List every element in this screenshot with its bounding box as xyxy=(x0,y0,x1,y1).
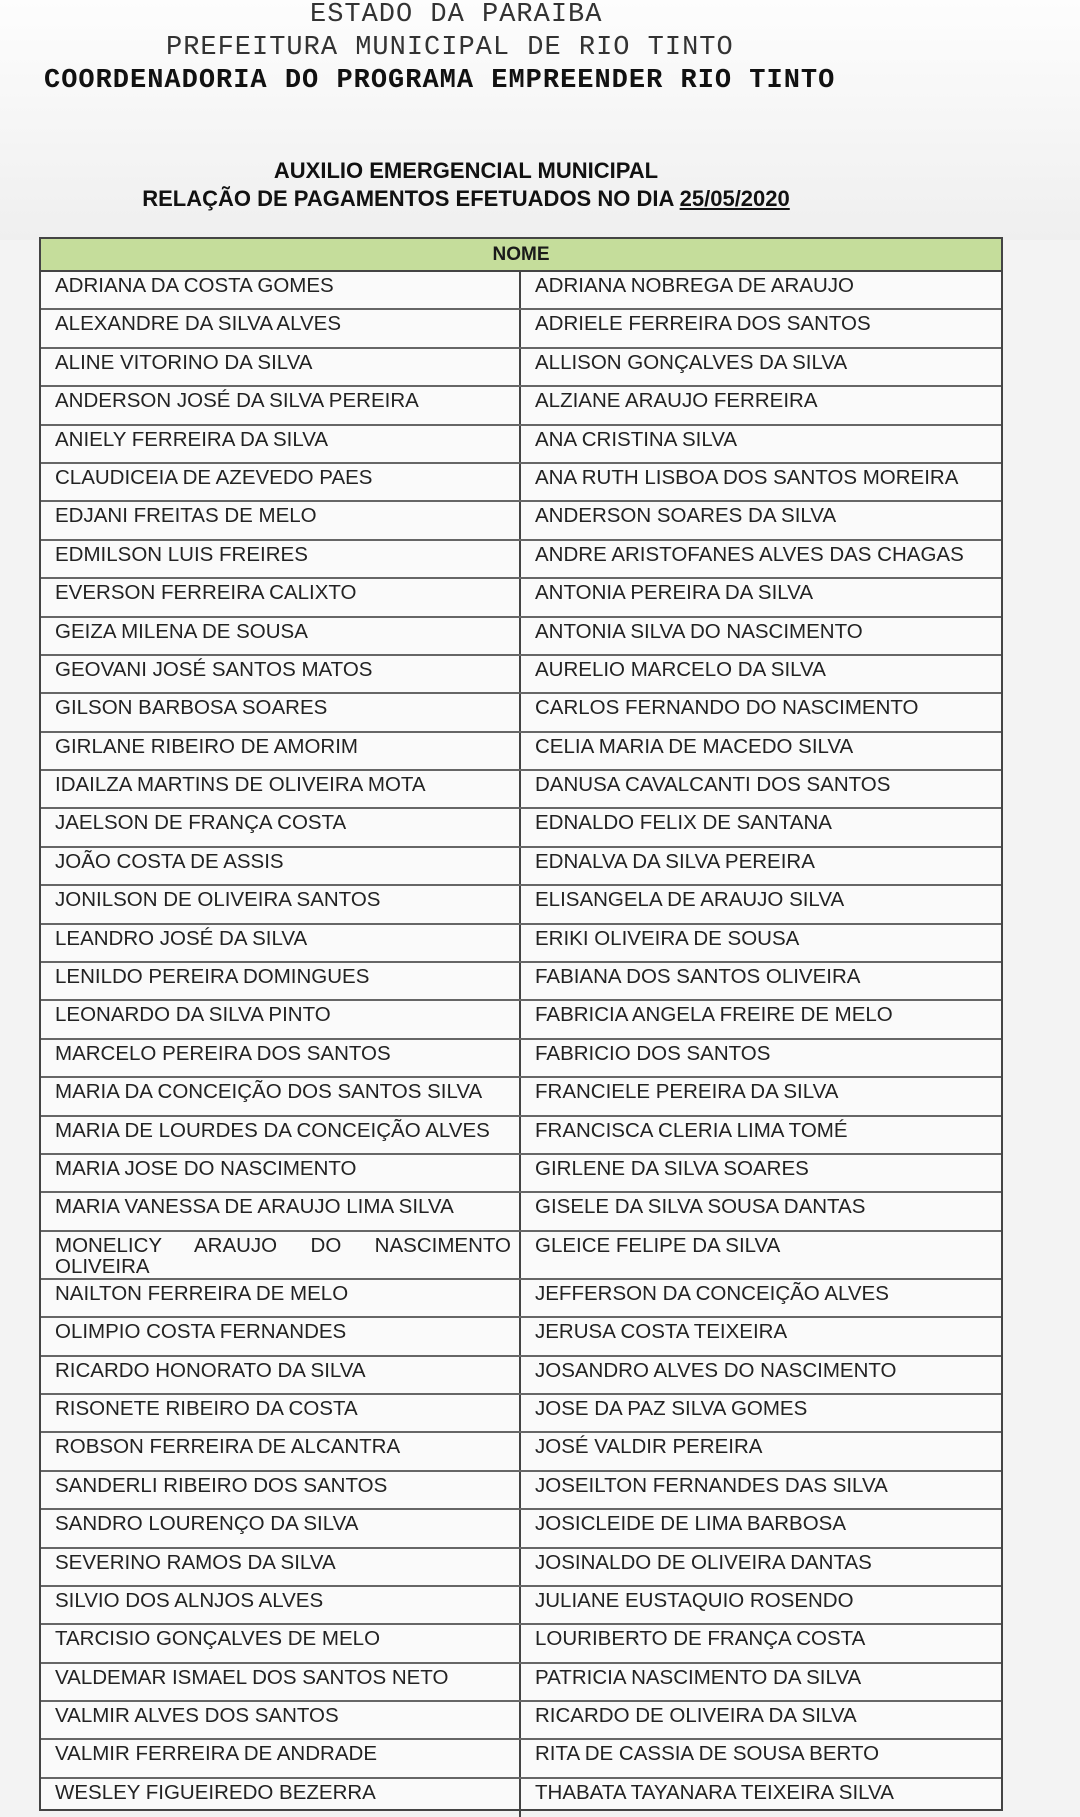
name-cell-left: EVERSON FERREIRA CALIXTO xyxy=(41,579,521,615)
name-cell-right: EDNALDO FELIX DE SANTANA xyxy=(535,811,832,835)
table-header: NOME xyxy=(41,239,1001,272)
table-row xyxy=(41,1433,1001,1471)
name-cell-left: VALMIR FERREIRA DE ANDRADE xyxy=(41,1740,521,1776)
table-row xyxy=(41,694,1001,732)
table-row xyxy=(41,963,1001,1001)
table-row xyxy=(41,502,1001,540)
table-row xyxy=(41,387,1001,425)
name-cell-left: EDMILSON LUIS FREIRES xyxy=(41,541,521,577)
name-cell-left: RICARDO HONORATO DA SILVA xyxy=(41,1357,521,1393)
name-cell-left: ANIELY FERREIRA DA SILVA xyxy=(41,426,521,462)
name-cell-left: JOÃO COSTA DE ASSIS xyxy=(41,848,521,884)
subtitle-prefix: RELAÇÃO DE PAGAMENTOS EFETUADOS NO DIA xyxy=(142,186,680,211)
name-cell-right: JOSÉ VALDIR PEREIRA xyxy=(535,1435,763,1459)
table-row xyxy=(41,1193,1001,1231)
name-cell-right: FRANCIELE PEREIRA DA SILVA xyxy=(535,1080,839,1104)
table-row xyxy=(41,1318,1001,1356)
name-cell-left: VALMIR ALVES DOS SANTOS xyxy=(41,1702,521,1738)
table-row xyxy=(41,1078,1001,1116)
name-cell-left: ANDERSON JOSÉ DA SILVA PEREIRA xyxy=(41,387,521,423)
table-row xyxy=(41,1664,1001,1702)
table-row xyxy=(41,1779,1001,1817)
name-cell-right: ANTONIA SILVA DO NASCIMENTO xyxy=(535,619,863,643)
name-cell-right: JOSICLEIDE DE LIMA BARBOSA xyxy=(535,1512,847,1536)
name-cell-right: EDNALVA DA SILVA PEREIRA xyxy=(535,849,815,873)
name-cell-right: ANA CRISTINA SILVA xyxy=(535,427,738,451)
name-cell-left: GEIZA MILENA DE SOUSA xyxy=(41,618,521,654)
name-cell-left: MONELICY ARAUJO DO NASCIMENTO OLIVEIRA xyxy=(41,1232,521,1278)
table-row xyxy=(41,1587,1001,1625)
header-prefecture: PREFEITURA MUNICIPAL DE RIO TINTO xyxy=(166,33,734,63)
name-cell-right: GLEICE FELIPE DA SILVA xyxy=(535,1233,781,1257)
name-cell-left: EDJANI FREITAS DE MELO xyxy=(41,502,521,538)
name-cell-right: ALZIANE ARAUJO FERREIRA xyxy=(535,389,818,413)
table-row xyxy=(41,1280,1001,1318)
table-row xyxy=(41,1117,1001,1155)
name-cell-right: FRANCISCA CLERIA LIMA TOMÉ xyxy=(535,1118,848,1142)
table-row xyxy=(41,349,1001,387)
name-cell-right: PATRICIA NASCIMENTO DA SILVA xyxy=(535,1665,862,1689)
name-cell-left: MARIA DE LOURDES DA CONCEIÇÃO ALVES xyxy=(41,1117,521,1153)
name-cell-left: MARIA JOSE DO NASCIMENTO xyxy=(41,1155,521,1191)
table-row xyxy=(41,1510,1001,1548)
table-row xyxy=(41,1040,1001,1078)
table-row xyxy=(41,1001,1001,1039)
name-cell-left: CLAUDICEIA DE AZEVEDO PAES xyxy=(41,464,521,500)
name-cell-right: ADRIANA NOBREGA DE ARAUJO xyxy=(535,274,854,297)
name-cell-right: JOSEILTON FERNANDES DAS SILVA xyxy=(535,1473,888,1497)
table-row xyxy=(41,579,1001,617)
name-cell-right: JEFFERSON DA CONCEIÇÃO ALVES xyxy=(535,1281,889,1305)
table-row xyxy=(41,1357,1001,1395)
name-cell-left: MARCELO PEREIRA DOS SANTOS xyxy=(41,1040,521,1076)
name-cell-right: ADRIELE FERREIRA DOS SANTOS xyxy=(535,312,871,336)
name-cell-right: JOSANDRO ALVES DO NASCIMENTO xyxy=(535,1358,897,1382)
name-cell-left: TARCISIO GONÇALVES DE MELO xyxy=(41,1625,521,1661)
name-cell-left: IDAILZA MARTINS DE OLIVEIRA MOTA xyxy=(41,771,521,807)
name-cell-left: LEANDRO JOSÉ DA SILVA xyxy=(41,925,521,961)
name-cell-right: JOSE DA PAZ SILVA GOMES xyxy=(535,1396,808,1420)
table-row xyxy=(41,426,1001,464)
name-cell-left: OLIMPIO COSTA FERNANDES xyxy=(41,1318,521,1354)
document-title: AUXILIO EMERGENCIAL MUNICIPAL xyxy=(273,158,659,183)
table-row xyxy=(41,656,1001,694)
name-cell-right: ELISANGELA DE ARAUJO SILVA xyxy=(535,888,845,912)
table-row xyxy=(41,541,1001,579)
name-cell-right: CELIA MARIA DE MACEDO SILVA xyxy=(535,734,854,758)
table-row xyxy=(41,771,1001,809)
name-cell-left: MARIA VANESSA DE ARAUJO LIMA SILVA xyxy=(41,1193,521,1229)
table-row xyxy=(41,925,1001,963)
name-cell-left: MARIA DA CONCEIÇÃO DOS SANTOS SILVA xyxy=(41,1078,521,1114)
name-cell-right: CARLOS FERNANDO DO NASCIMENTO xyxy=(535,696,919,720)
name-cell-right: GISELE DA SILVA SOUSA DANTAS xyxy=(535,1195,866,1219)
name-cell-right: RICARDO DE OLIVEIRA DA SILVA xyxy=(535,1704,857,1728)
name-cell-left: SANDERLI RIBEIRO DOS SANTOS xyxy=(41,1472,521,1508)
table-row xyxy=(41,1702,1001,1740)
name-cell-left: RISONETE RIBEIRO DA COSTA xyxy=(41,1395,521,1431)
table-row xyxy=(41,618,1001,656)
table-row xyxy=(41,1395,1001,1433)
name-cell-left: SILVIO DOS ALNJOS ALVES xyxy=(41,1587,521,1623)
name-cell-left: GILSON BARBOSA SOARES xyxy=(41,694,521,730)
name-cell-left: ALEXANDRE DA SILVA ALVES xyxy=(41,310,521,346)
name-cell-left: JONILSON DE OLIVEIRA SANTOS xyxy=(41,886,521,922)
name-cell-left: SEVERINO RAMOS DA SILVA xyxy=(41,1549,521,1585)
table-body xyxy=(41,272,1001,1817)
table-row xyxy=(41,886,1001,924)
header-state: ESTADO DA PARAIBA xyxy=(310,0,603,30)
name-cell-left: ROBSON FERREIRA DE ALCANTRA xyxy=(41,1433,521,1469)
name-cell-right: ERIKI OLIVEIRA DE SOUSA xyxy=(535,926,800,950)
name-cell-left: WESLEY FIGUEIREDO BEZERRA xyxy=(41,1779,521,1817)
name-cell-right: LOURIBERTO DE FRANÇA COSTA xyxy=(535,1627,866,1651)
name-cell-right: JULIANE EUSTAQUIO ROSENDO xyxy=(535,1588,854,1612)
payment-date: 25/05/2020 xyxy=(679,186,790,211)
name-cell-left: ADRIANA DA COSTA GOMES xyxy=(41,272,521,308)
names-table xyxy=(39,237,1003,1811)
name-cell-left: ALINE VITORINO DA SILVA xyxy=(41,349,521,385)
name-cell-right: ALLISON GONÇALVES DA SILVA xyxy=(535,350,848,374)
name-cell-right: AURELIO MARCELO DA SILVA xyxy=(535,657,826,681)
name-cell-left: LENILDO PEREIRA DOMINGUES xyxy=(41,963,521,999)
table-row xyxy=(41,464,1001,502)
name-cell-right: THABATA TAYANARA TEIXEIRA SILVA xyxy=(535,1780,894,1804)
name-cell-right: FABRICIA ANGELA FREIRE DE MELO xyxy=(535,1003,893,1027)
name-cell-left: LEONARDO DA SILVA PINTO xyxy=(41,1001,521,1037)
name-cell-left: JAELSON DE FRANÇA COSTA xyxy=(41,809,521,845)
table-row xyxy=(41,809,1001,847)
table-row xyxy=(41,733,1001,771)
table-row xyxy=(41,272,1001,310)
table-row xyxy=(41,1155,1001,1193)
name-cell-right: FABIANA DOS SANTOS OLIVEIRA xyxy=(535,965,861,989)
name-cell-left: VALDEMAR ISMAEL DOS SANTOS NETO xyxy=(41,1664,521,1700)
table-row xyxy=(41,1740,1001,1778)
table-row xyxy=(41,310,1001,348)
name-cell-right: RITA DE CASSIA DE SOUSA BERTO xyxy=(535,1742,880,1766)
name-cell-right: GIRLENE DA SILVA SOARES xyxy=(535,1156,809,1180)
name-cell-right: DANUSA CAVALCANTI DOS SANTOS xyxy=(535,773,891,797)
name-cell-right: ANDRE ARISTOFANES ALVES DAS CHAGAS xyxy=(535,542,964,566)
name-cell-right: ANA RUTH LISBOA DOS SANTOS MOREIRA xyxy=(535,465,959,489)
table-row xyxy=(41,1232,1001,1280)
name-cell-right: ANDERSON SOARES DA SILVA xyxy=(535,504,837,528)
name-cell-right: ANTONIA PEREIRA DA SILVA xyxy=(535,581,813,605)
table-row xyxy=(41,1549,1001,1587)
table-row xyxy=(41,1472,1001,1510)
name-cell-right: JOSINALDO DE OLIVEIRA DANTAS xyxy=(535,1550,872,1574)
table-row xyxy=(41,848,1001,886)
name-cell-right: FABRICIO DOS SANTOS xyxy=(535,1041,771,1065)
name-cell-left: GIRLANE RIBEIRO DE AMORIM xyxy=(41,733,521,769)
name-cell-left: NAILTON FERREIRA DE MELO xyxy=(41,1280,521,1316)
name-cell-left: SANDRO LOURENÇO DA SILVA xyxy=(41,1510,521,1546)
name-cell-right: JERUSA COSTA TEIXEIRA xyxy=(535,1320,788,1344)
document-subtitle xyxy=(0,186,932,212)
table-row xyxy=(41,1625,1001,1663)
name-cell-left: GEOVANI JOSÉ SANTOS MATOS xyxy=(41,656,521,692)
header-coordination: COORDENADORIA DO PROGRAMA EMPREENDER RIO TINTO xyxy=(44,66,836,96)
